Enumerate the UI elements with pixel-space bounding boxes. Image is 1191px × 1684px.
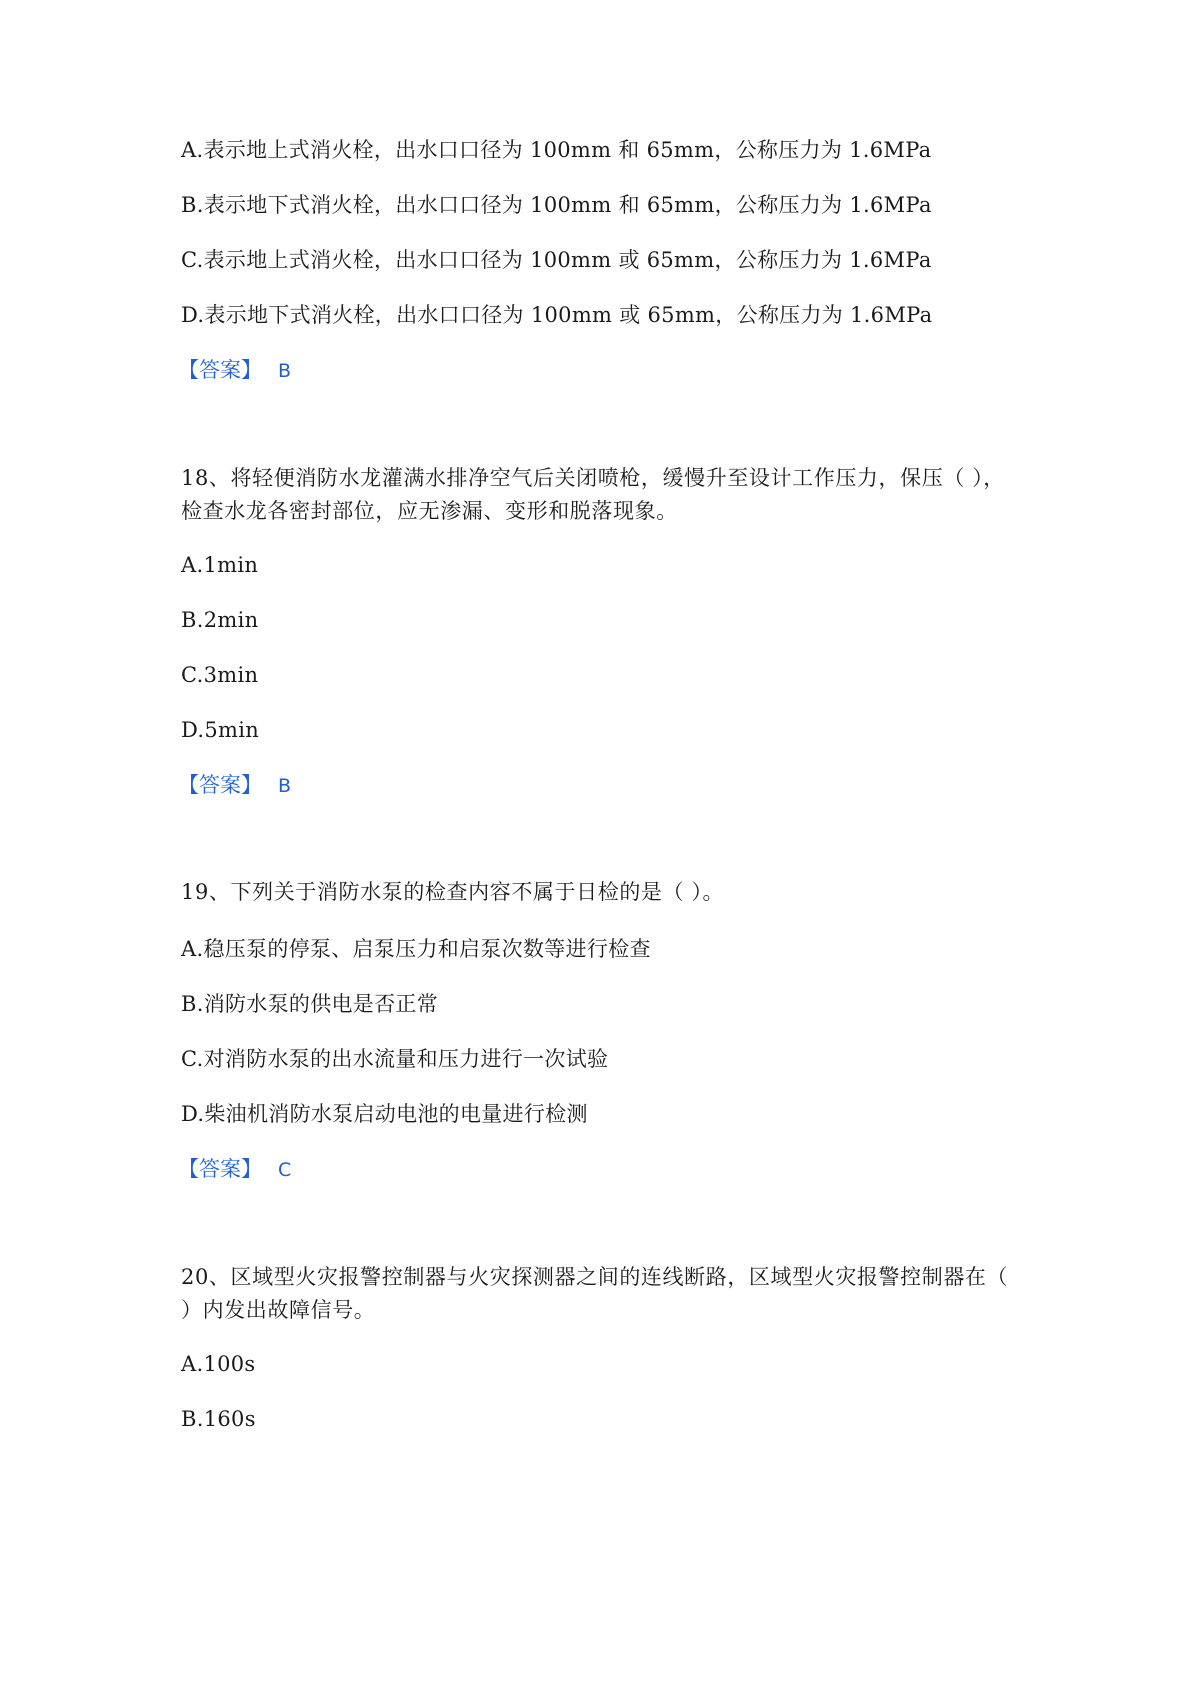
q17-option-b: B.表示地下式消火栓，出水口口径为 100mm 和 65mm，公称压力为 1.6MPa: [181, 193, 932, 217]
answer-value: C: [278, 1159, 292, 1181]
q19-stem: 19、下列关于消防水泵的检查内容不属于日检的是（ ）。: [181, 880, 725, 904]
answer-label: 【答案】: [178, 1157, 262, 1181]
q18-option-d: D.5min: [181, 718, 260, 742]
q20-option-b: B.160s: [181, 1407, 256, 1431]
q19-option-a: A.稳压泵的停泵、启泵压力和启泵次数等进行检查: [181, 937, 651, 961]
q17-option-d: D.表示地下式消火栓，出水口口径为 100mm 或 65mm，公称压力为 1.6MPa: [181, 303, 933, 327]
q17-answer: [178, 356, 291, 385]
q18-option-b: B.2min: [181, 608, 259, 632]
q18-answer: [178, 771, 291, 800]
q18-stem: 18、将轻便消防水龙灌满水排净空气后关闭喷枪，缓慢升至设计工作压力，保压（ ），检查水龙各密封部位，应无渗漏、变形和脱落现象。: [181, 466, 1005, 523]
answer-value: B: [278, 775, 292, 797]
q19-answer: [178, 1155, 291, 1184]
q17-option-a: A.表示地上式消火栓，出水口口径为 100mm 和 65mm，公称压力为 1.6MPa: [181, 138, 932, 162]
q17-option-c: C.表示地上式消火栓，出水口口径为 100mm 或 65mm，公称压力为 1.6MPa: [181, 248, 932, 272]
q19-option-b: B.消防水泵的供电是否正常: [181, 992, 439, 1016]
answer-label: 【答案】: [178, 358, 262, 382]
q19-option-d: D.柴油机消防水泵启动电池的电量进行检测: [181, 1102, 588, 1126]
q18-option-c: C.3min: [181, 663, 259, 687]
q18-option-a: A.1min: [181, 553, 259, 577]
q20-stem: 20、区域型火灾报警控制器与火灾探测器之间的连线断路，区域型火灾报警控制器在（ ）内发出故障信号。: [181, 1265, 1009, 1322]
answer-label: 【答案】: [178, 773, 262, 797]
q19-option-c: C.对消防水泵的出水流量和压力进行一次试验: [181, 1047, 609, 1071]
q20-option-a: A.100s: [181, 1352, 256, 1376]
answer-value: B: [278, 360, 292, 382]
